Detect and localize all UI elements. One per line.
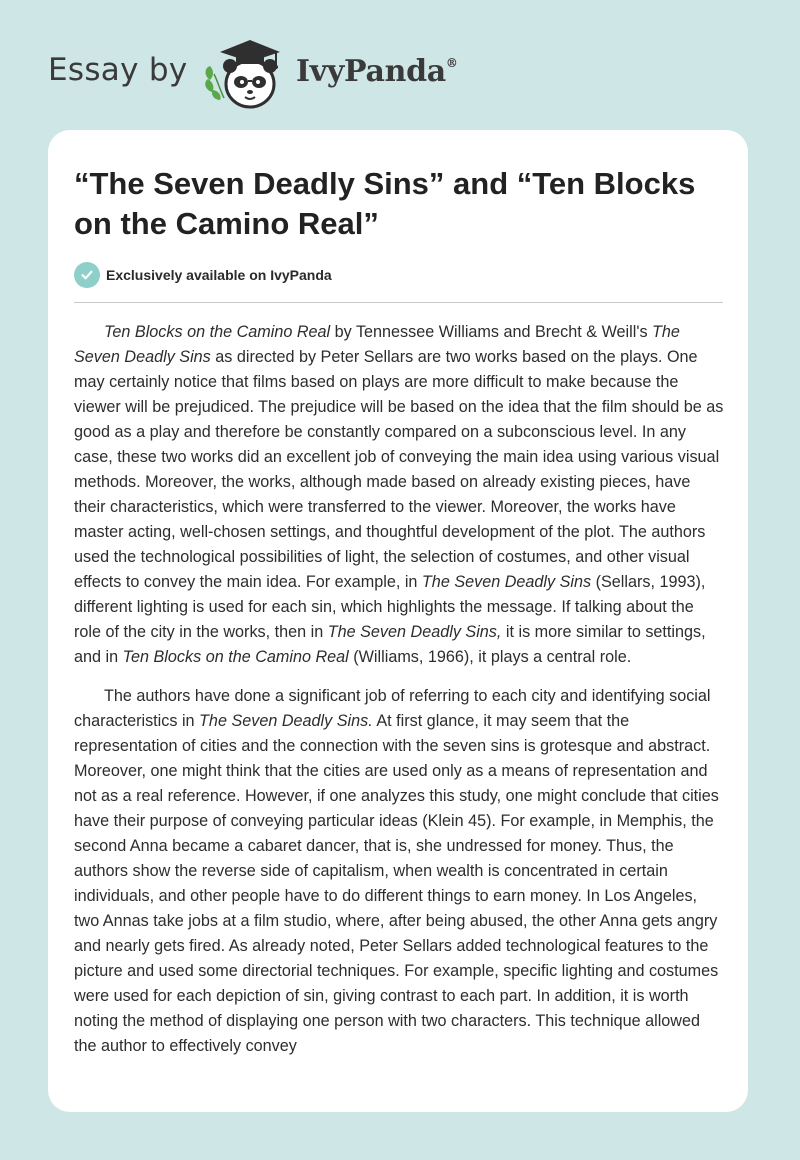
brand-name[interactable]: IvyPanda® [296, 54, 458, 89]
essay-body [74, 320, 725, 1073]
exclusive-label: Exclusively available on IvyPanda [106, 267, 332, 283]
paragraph-text: At first glance, it may seem that the representation of cities and the connection with the seven sins is grotesque and abstract. Moreover, one might think that the cities are used only as a means of representation and not as a real reference. However, if one analyzes this study, one might conclude that cities have their purpose of conveying particular ideas (Klein 45). For example, in Memphis, the second Anna became a cabaret dancer, that is, she undressed for money. Thus, the authors show the reverse side of capitalism, when wealth is concentrated in certain individuals, and other people have to do different things to earn money. In Los Angeles, two Annas take jobs at a film studio, where, after being abused, the other Anna gets angry and nearly gets fired. As already noted, Peter Sellars added technological features to the picture and used some directorial techniques. For example, specific lighting and costumes were used for each depiction of sin, giving contrast to each part. In addition, it is worth noting the method of displaying one person with two characters. This technique allowed the author to effectively convey [74, 712, 719, 1055]
paragraph [74, 320, 725, 670]
italic-title-text: The Seven Deadly Sins [74, 323, 680, 366]
italic-title-text: The Seven Deadly Sins [421, 573, 592, 591]
divider [74, 302, 723, 303]
site-header [48, 34, 548, 114]
essay-card [48, 130, 748, 1112]
italic-title-text: Ten Blocks on the Camino Real [104, 323, 331, 341]
paragraph-text: it is more similar to settings, and in [74, 623, 706, 666]
paragraph-text: by Tennessee Williams and Brecht & Weill's [330, 323, 653, 341]
paragraph-text: The authors have done a significant job of referring to each city and identifying social characteristics in [74, 687, 711, 730]
ivy-leaf-icon [205, 66, 224, 100]
italic-title-text: The Seven Deadly Sins, [327, 623, 502, 641]
italic-title-text: The Seven Deadly Sins. [199, 712, 373, 730]
exclusive-badge [74, 262, 332, 288]
essay-title: “The Seven Deadly Sins” and “Ten Blocks on the Camino Real” [74, 166, 696, 241]
paragraph-text: as directed by Peter Sellars are two works based on the plays. One may certainly notice that films based on plays are more difficult to make because the viewer will be prejudiced. The prejudice will be based on the idea that the film should be as good as a play and therefore be constantly compared on a subconscious level. In any case, these two works did an excellent job of conveying the main idea using various visual methods. Moreover, the works, although made based on already existing pieces, have their characteristics, which were transferred to the viewer. Moreover, the works have master acting, well-chosen settings, and thoughtful development of the plot. The authors used the technological possibilities of light, the selection of costumes, and other visual effects to convey the main idea. For example, in [74, 348, 724, 591]
essay-by-label: Essay by [48, 52, 188, 88]
paragraph-text: (Sellars, 1993), different lighting is used for each sin, which highlights the message. If talking about the role of the city in the works, then in [74, 573, 706, 641]
paragraph [74, 684, 725, 1059]
italic-title-text: Ten Blocks on the Camino Real [122, 648, 349, 666]
registered-mark: ® [445, 56, 458, 70]
check-circle-icon [74, 262, 100, 288]
ivypanda-logo-icon[interactable] [200, 34, 290, 112]
paragraph-text: (Williams, 1966), it plays a central role. [348, 648, 632, 666]
